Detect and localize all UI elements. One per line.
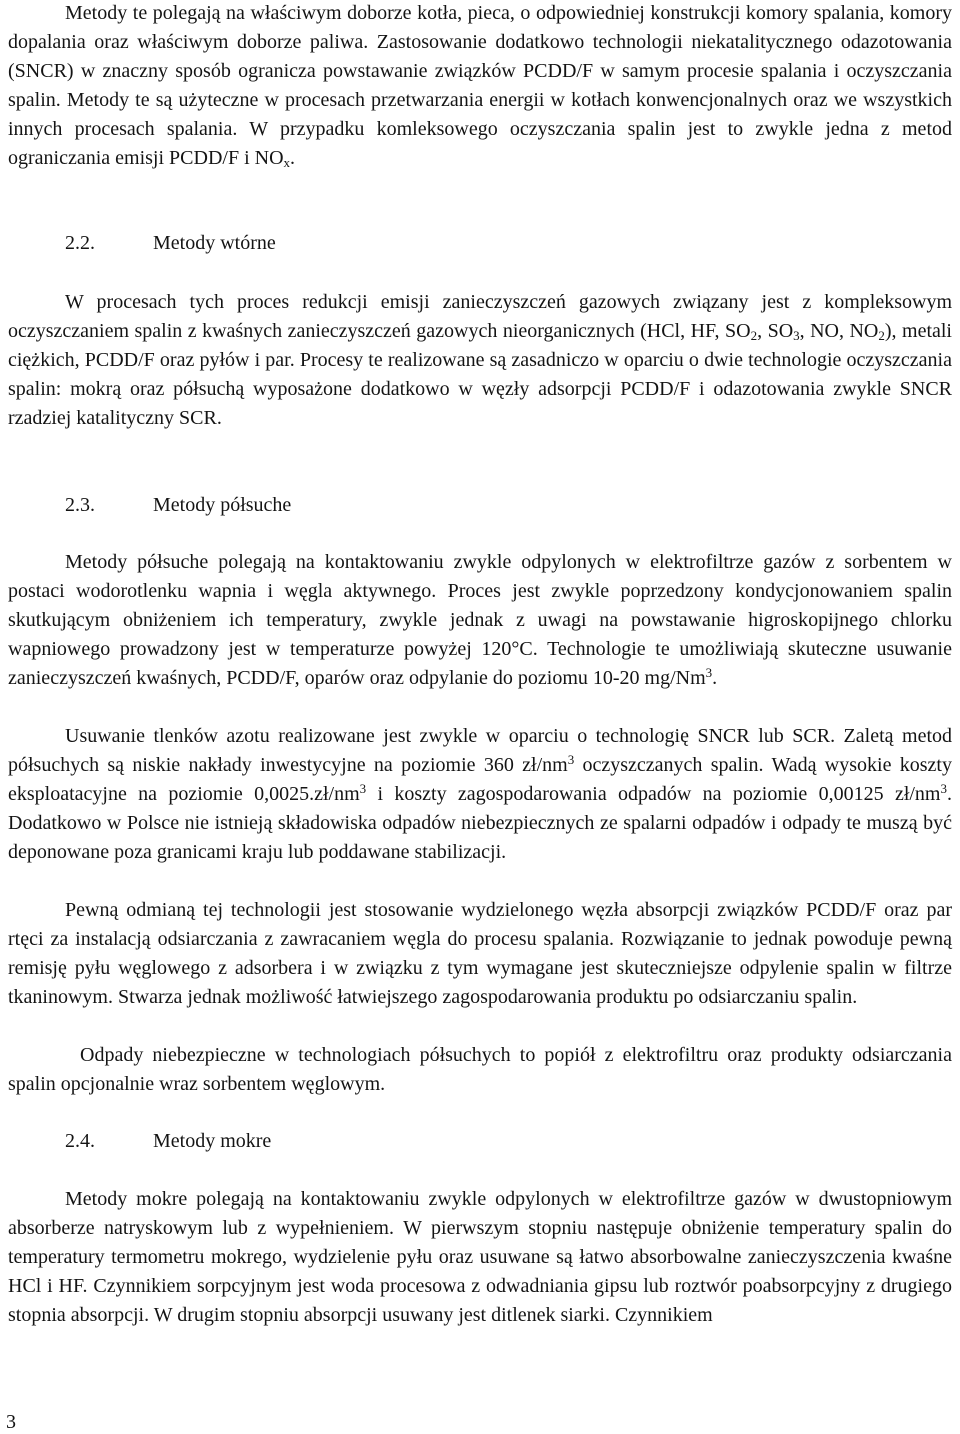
section-title: Metody wtórne	[153, 232, 276, 254]
paragraph-text: Usuwanie tlenków azotu realizowane jest zwykle w oparciu o technologię SNCR lub SCR. Zaletą metod półsuchych są niskie nakłady inwestycyjne na poziomie 360 $zł/nm^3$ oczyszczanych spalin. Wadą wysokie koszty eksploatacyjne na poziomie $0,0025.zł/nm^3$ i koszty zagospodarowania odpadów na poziomie 0,00125 $zł/nm^3$. Dodatkowo w Polsce nie istnieją składowiska odpadów niebezpiecznych ze spalarni odpadów i odpady te muszą być deponowane poza granicami kraju lub poddawane stabilizacji.	[8, 725, 952, 863]
section-heading-2-3	[65, 491, 291, 519]
intro-text: Metody te polegają na właściwym doborze kotła, pieca, o odpowiedniej konstrukcji komory spalania, komory dopalania oraz właściwym doborze paliwa. Zastosowanie dodatkowo technologii niekatalitycznego odazotowania (SNCR) w znaczny sposób ogranicza powstawanie związków PCDD/F w samym procesie spalania i oczyszczania spalin. Metody te są użyteczne w procesach przetwarzania energii w kotłach konwencjonalnych oraz we wszystkich innych procesach spalania. W przypadku komleksowego oczyszczania spalin jest to zwykle jedna z metod ograniczania emisji PCDD/F i $NO_x$.	[8, 2, 952, 170]
paragraph-text: Metody mokre polegają na kontaktowaniu zwykle odpylonych w elektrofiltrze gazów w dwustopniowym absorberze natryskowym lub z wypełnieniem. W pierwszym stopniu następuje obniżenie temperatury spalin do temperatury termometru mokrego, wydzielenie pyłu oraz usuwane są łatwo absorbowalne zanieczyszczenia kwaśne HCl i HF. Czynnikiem sorpcyjnym jest woda procesowa z odwadniania gipsu lub roztwór poabsorpcyjny z drugiego stopnia absorpcji. W drugim stopniu absorpcji usuwany jest ditlenek siarki. Czynnikiem	[8, 1188, 952, 1326]
semi-dry-paragraph-2	[8, 722, 952, 867]
section-title: Metody półsuche	[153, 494, 292, 516]
semi-dry-paragraph-1	[8, 548, 952, 693]
paragraph-text: W procesach tych proces redukcji emisji zanieczyszczeń gazowych związany jest z kompleksowym oczyszczaniem spalin z kwaśnych zanieczyszczeń gazowych nieorganicznych (HCl, HF, $SO_2$, $SO_3$, NO, $NO_2$), metali ciężkich, PCDD/F oraz pyłów i par. Procesy te realizowane są zasadniczo w oparciu o dwie technologie oczyszczania spalin: mokrą oraz półsuchą wyposażone dodatkowo w węzły adsorpcji PCDD/F i odazotowania zwykle SNCR rzadziej katalityczny SCR.	[8, 291, 952, 429]
section-number: 2.4.	[65, 1130, 95, 1152]
semi-dry-paragraph-4	[8, 1041, 952, 1099]
paragraph-text: Odpady niebezpieczne w technologiach półsuchych to popiół z elektrofiltru oraz produkty odsiarczania spalin opcjonalnie wraz sorbentem węglowym.	[8, 1044, 952, 1095]
semi-dry-paragraph-3	[8, 896, 952, 1012]
section-heading-2-2	[65, 229, 276, 257]
paragraph-text: Metody półsuche polegają na kontaktowaniu zwykle odpylonych w elektrofiltrze gazów z sorbentem w postaci wodorotlenku wapnia i węgla aktywnego. Proces jest zwykle poprzedzony kondycjonowaniem spalin skutkującym obniżeniem ich temperatury, zwykle jednak z uwagi na powstawanie higroskopijnego chlorku wapniowego prowadzony jest w temperaturze powyżej 120°C. Technologie te umożliwiają skuteczne usuwanie zanieczyszczeń kwaśnych, PCDD/F, oparów oraz odpylanie do poziomu 10-20 mg/Nm$^3$.	[8, 551, 952, 689]
page-number: 3	[6, 1411, 16, 1433]
wet-methods-paragraph	[8, 1185, 952, 1330]
paragraph-text: Pewną odmianą tej technologii jest stosowanie wydzielonego węzła absorpcji związków PCDD/F oraz par rtęci za instalacją odsiarczania z zawracaniem węgla do procesu spalania. Rozwiązanie to jednak powoduje pewną remisję pyłu węglowego z adsorbera i w związku z tym wymagane jest skuteczniejsze odpylenie spalin w filtrze tkaninowym. Stwarza jednak możliwość łatwiejszego zagospodarowania produktu po odsiarczaniu spalin.	[8, 899, 952, 1008]
section-number: 2.2.	[65, 232, 95, 254]
section-heading-2-4	[65, 1127, 271, 1155]
intro-paragraph	[8, 0, 952, 172]
methods-secondary-paragraph	[8, 288, 952, 433]
section-number: 2.3.	[65, 494, 95, 516]
section-title: Metody mokre	[153, 1130, 272, 1152]
